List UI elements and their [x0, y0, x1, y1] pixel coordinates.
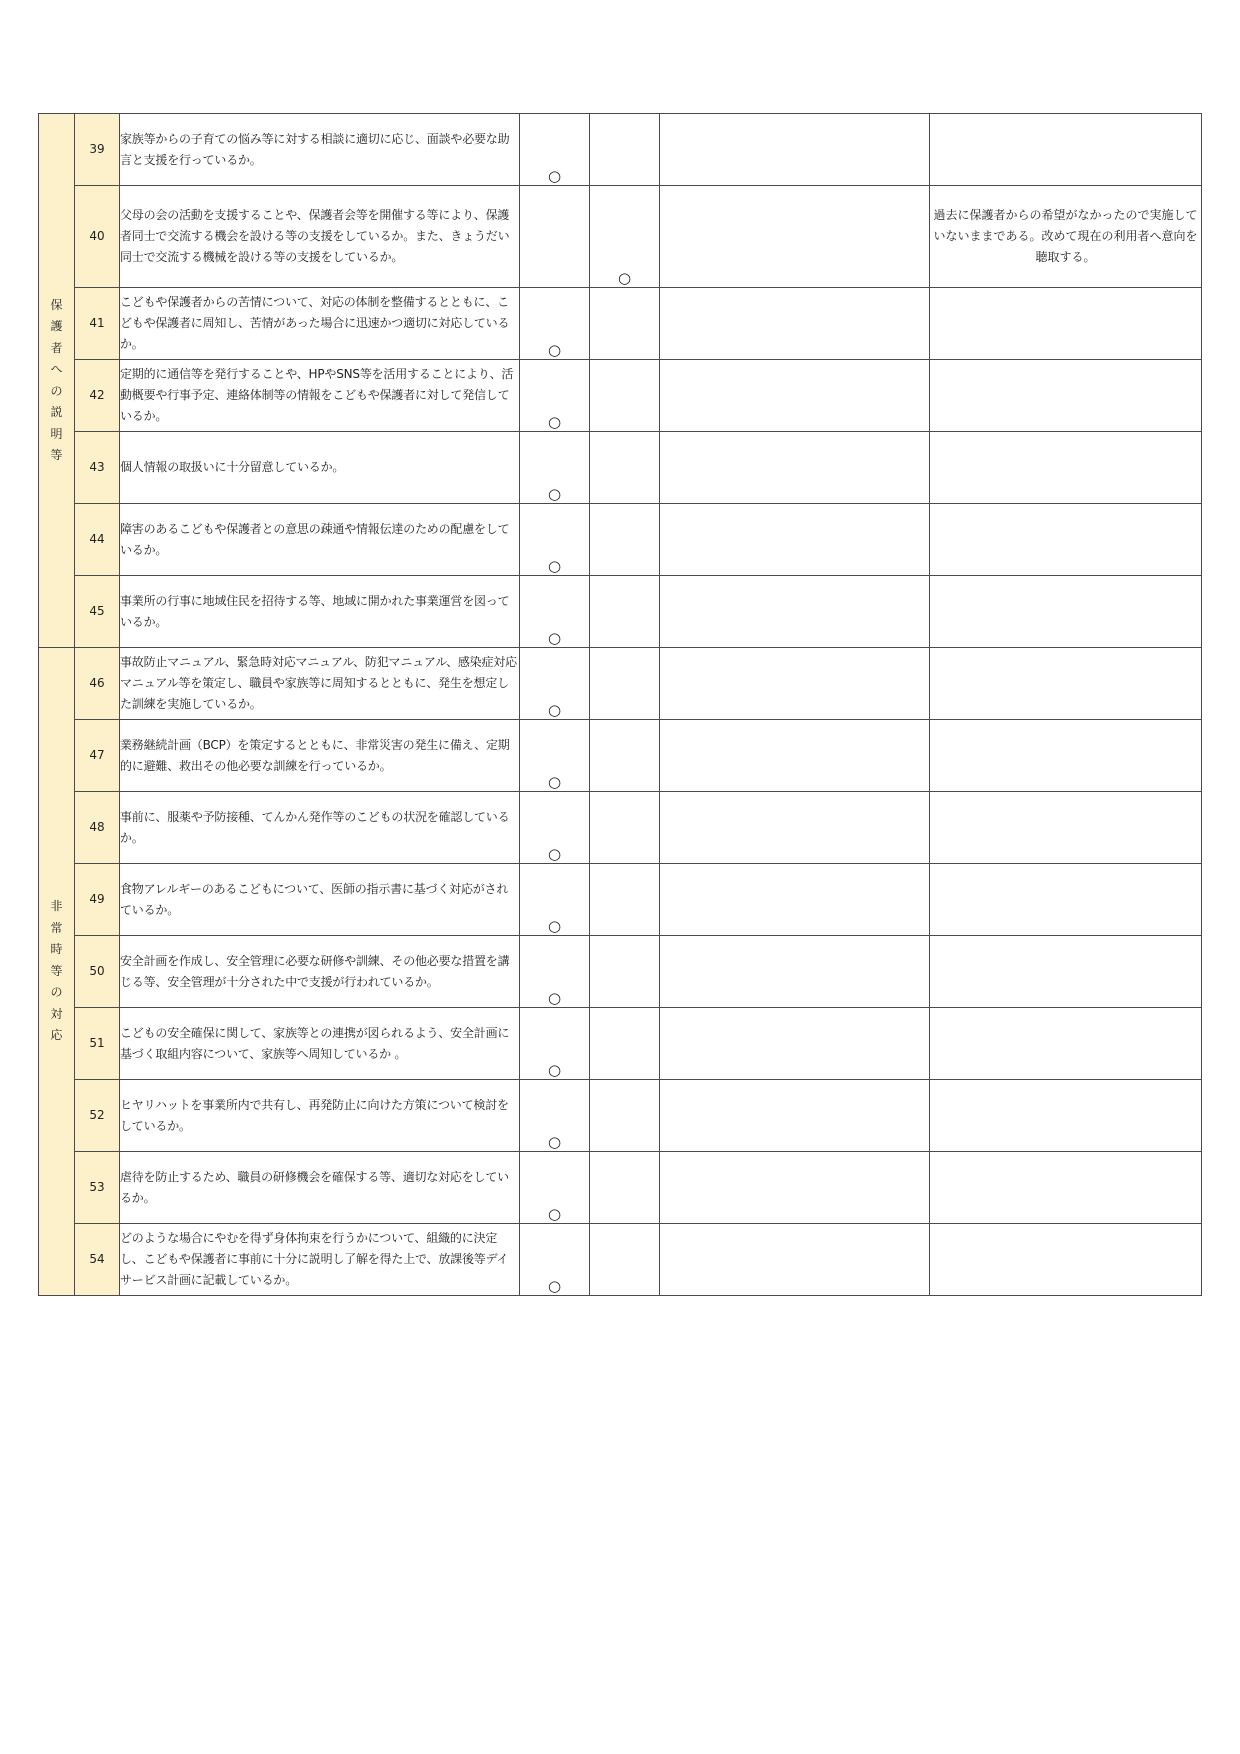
item-number: 54 — [75, 1224, 120, 1296]
item-number: 51 — [75, 1008, 120, 1080]
item-number: 52 — [75, 1080, 120, 1152]
no-cell — [590, 864, 660, 936]
improvement-cell — [660, 114, 930, 186]
note-cell — [930, 1224, 1202, 1296]
yes-mark: ○ — [547, 1205, 562, 1223]
no-cell — [590, 1080, 660, 1152]
item-text: 安全計画を作成し、安全管理に必要な研修や訓練、その他必要な措置を講じる等、安全管理が十分された中で支援が行われているか。 — [120, 936, 520, 1008]
item-text: こどもや保護者からの苦情について、対応の体制を整備するとともに、こどもや保護者に周知し、苦情があった場合に迅速かつ適切に対応しているか。 — [120, 288, 520, 360]
table-row — [39, 936, 1202, 1008]
yes-mark: ○ — [547, 1277, 562, 1295]
yes-mark: ○ — [547, 557, 562, 575]
yes-mark: ○ — [547, 413, 562, 431]
yes-cell — [520, 792, 590, 864]
note-cell — [930, 288, 1202, 360]
table-row — [39, 1224, 1202, 1296]
improvement-cell — [660, 504, 930, 576]
no-cell — [590, 648, 660, 720]
item-number: 40 — [75, 186, 120, 288]
table-row — [39, 720, 1202, 792]
no-cell — [590, 360, 660, 432]
improvement-cell — [660, 1008, 930, 1080]
no-cell — [590, 504, 660, 576]
category-cell — [39, 114, 75, 648]
yes-mark: ○ — [547, 989, 562, 1007]
improvement-cell — [660, 936, 930, 1008]
note-cell: 過去に保護者からの希望がなかったので実施していないままである。改めて現在の利用者へ意向を聴取する。 — [930, 186, 1202, 288]
improvement-cell — [660, 864, 930, 936]
yes-cell — [520, 1008, 590, 1080]
no-cell — [590, 720, 660, 792]
yes-mark: ○ — [547, 773, 562, 791]
item-text: 個人情報の取扱いに十分留意しているか。 — [120, 432, 520, 504]
improvement-cell — [660, 1152, 930, 1224]
no-cell — [590, 288, 660, 360]
item-number: 41 — [75, 288, 120, 360]
category-label: 保護者への説明等 — [50, 297, 63, 462]
improvement-cell — [660, 360, 930, 432]
category-cell — [39, 648, 75, 1296]
yes-cell — [520, 864, 590, 936]
improvement-cell — [660, 1224, 930, 1296]
table-row — [39, 792, 1202, 864]
item-number: 43 — [75, 432, 120, 504]
table-row — [39, 648, 1202, 720]
yes-cell — [520, 648, 590, 720]
yes-cell — [520, 1080, 590, 1152]
note-cell — [930, 864, 1202, 936]
yes-cell — [520, 114, 590, 186]
item-text: どのような場合にやむを得ず身体拘束を行うかについて、組織的に決定し、こどもや保護者に事前に十分に説明し了解を得た上で、放課後等デイサービス計画に記載しているか。 — [120, 1224, 520, 1296]
yes-mark: ○ — [547, 629, 562, 647]
item-text: 障害のあるこどもや保護者との意思の疎通や情報伝達のための配慮をしているか。 — [120, 504, 520, 576]
item-text: 事故防止マニュアル、緊急時対応マニュアル、防犯マニュアル、感染症対応マニュアル等を策定し、職員や家族等に周知するとともに、発生を想定した訓練を実施しているか。 — [120, 648, 520, 720]
no-cell — [590, 1224, 660, 1296]
note-cell — [930, 114, 1202, 186]
note-cell — [930, 1080, 1202, 1152]
no-mark: ○ — [617, 269, 632, 287]
item-number: 49 — [75, 864, 120, 936]
item-number: 46 — [75, 648, 120, 720]
yes-mark: ○ — [547, 167, 562, 185]
yes-mark: ○ — [547, 485, 562, 503]
item-text: 事業所の行事に地域住民を招待する等、地域に開かれた事業運営を図っているか。 — [120, 576, 520, 648]
improvement-cell — [660, 792, 930, 864]
improvement-cell — [660, 720, 930, 792]
yes-cell — [520, 1224, 590, 1296]
no-cell — [590, 792, 660, 864]
yes-mark: ○ — [547, 341, 562, 359]
item-number: 42 — [75, 360, 120, 432]
note-cell — [930, 936, 1202, 1008]
improvement-cell — [660, 432, 930, 504]
self-evaluation-table — [38, 113, 1202, 1296]
item-number: 47 — [75, 720, 120, 792]
yes-mark: ○ — [547, 917, 562, 935]
no-cell — [590, 936, 660, 1008]
item-text: 定期的に通信等を発行することや、HPやSNS等を活用することにより、活動概要や行事予定、連絡体制等の情報をこどもや保護者に対して発信しているか。 — [120, 360, 520, 432]
yes-cell — [520, 576, 590, 648]
table-row — [39, 1152, 1202, 1224]
table-row — [39, 1080, 1202, 1152]
improvement-cell — [660, 288, 930, 360]
yes-mark: ○ — [547, 1061, 562, 1079]
item-number: 44 — [75, 504, 120, 576]
yes-mark: ○ — [547, 1133, 562, 1151]
improvement-cell — [660, 186, 930, 288]
table-row — [39, 576, 1202, 648]
table-row — [39, 288, 1202, 360]
category-label: 非常時等の対応 — [50, 899, 63, 1043]
note-cell — [930, 360, 1202, 432]
item-number: 48 — [75, 792, 120, 864]
yes-cell — [520, 360, 590, 432]
item-number: 39 — [75, 114, 120, 186]
yes-cell — [520, 936, 590, 1008]
item-text: 業務継続計画（BCP）を策定するとともに、非常災害の発生に備え、定期的に避難、救出その他必要な訓練を行っているか。 — [120, 720, 520, 792]
no-cell — [590, 576, 660, 648]
improvement-cell — [660, 648, 930, 720]
improvement-cell — [660, 576, 930, 648]
table-row — [39, 114, 1202, 186]
yes-cell — [520, 186, 590, 288]
yes-mark: ○ — [547, 701, 562, 719]
item-text: こどもの安全確保に関して、家族等との連携が図られるよう、安全計画に基づく取組内容について、家族等へ周知しているか 。 — [120, 1008, 520, 1080]
note-cell — [930, 792, 1202, 864]
no-cell — [590, 114, 660, 186]
item-text: ヒヤリハットを事業所内で共有し、再発防止に向けた方策について検討をしているか。 — [120, 1080, 520, 1152]
note-cell — [930, 1008, 1202, 1080]
yes-cell — [520, 432, 590, 504]
no-cell — [590, 432, 660, 504]
item-text: 虐待を防止するため、職員の研修機会を確保する等、適切な対応をしているか。 — [120, 1152, 520, 1224]
note-cell — [930, 1152, 1202, 1224]
no-cell — [590, 186, 660, 288]
note-cell — [930, 576, 1202, 648]
item-number: 53 — [75, 1152, 120, 1224]
yes-cell — [520, 1152, 590, 1224]
item-number: 50 — [75, 936, 120, 1008]
item-number: 45 — [75, 576, 120, 648]
note-cell — [930, 720, 1202, 792]
table-row — [39, 864, 1202, 936]
note-cell — [930, 504, 1202, 576]
table-row — [39, 504, 1202, 576]
table-row — [39, 360, 1202, 432]
item-text: 食物アレルギーのあるこどもについて、医師の指示書に基づく対応がされているか。 — [120, 864, 520, 936]
yes-mark: ○ — [547, 845, 562, 863]
item-text: 家族等からの子育ての悩み等に対する相談に適切に応じ、面談や必要な助言と支援を行っているか。 — [120, 114, 520, 186]
no-cell — [590, 1008, 660, 1080]
note-cell — [930, 432, 1202, 504]
table-row — [39, 432, 1202, 504]
no-cell — [590, 1152, 660, 1224]
yes-cell — [520, 288, 590, 360]
table-row — [39, 1008, 1202, 1080]
improvement-cell — [660, 1080, 930, 1152]
yes-cell — [520, 720, 590, 792]
item-text: 父母の会の活動を支援することや、保護者会等を開催する等により、保護者同士で交流する機会を設ける等の支援をしているか。また、きょうだい同士で交流する機械を設ける等の支援をしているか。 — [120, 186, 520, 288]
item-text: 事前に、服薬や予防接種、てんかん発作等のこどもの状況を確認しているか。 — [120, 792, 520, 864]
note-cell — [930, 648, 1202, 720]
yes-cell — [520, 504, 590, 576]
table-row — [39, 186, 1202, 288]
